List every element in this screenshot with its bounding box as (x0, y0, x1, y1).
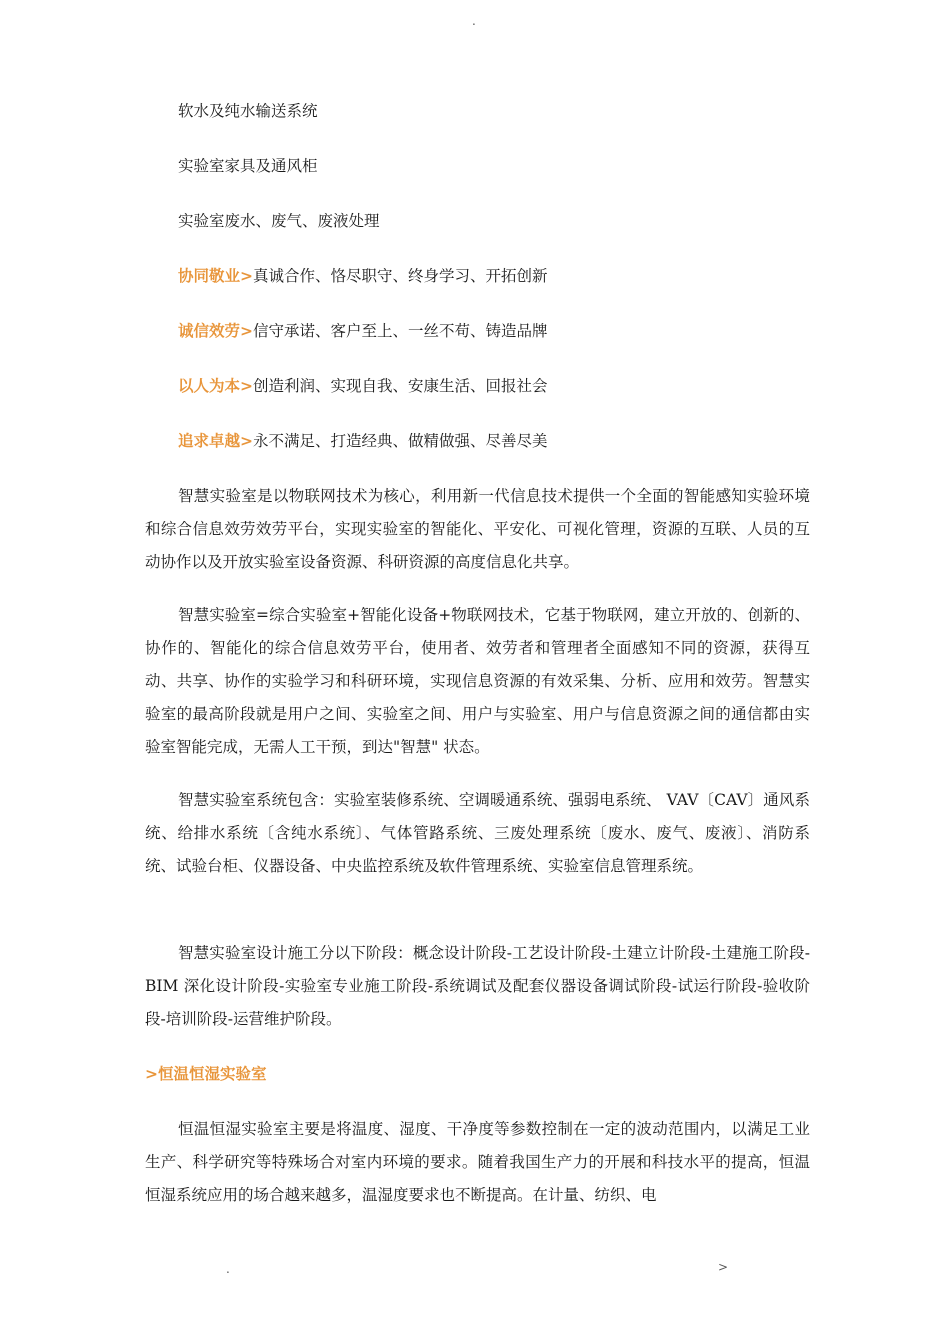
header-mark: . (472, 14, 476, 28)
section-heading: >恒温恒湿实验室 (145, 1065, 267, 1083)
paragraph-smart-lab-systems: 智慧实验室系统包含：实验室装修系统、空调暖通系统、强弱电系统、 VAV〔CAV〕通风系统、给排水系统〔含纯水系统〕、气体管路系统、三废处理系统〔废水、废气、废液〕、消防系统、试验台柜、仪器设备、中央监控系统及软件管理系统、实验室信息管理系统。 (145, 791, 810, 875)
value-text: 创造利润、实现自我、安康生活、回报社会 (253, 377, 548, 395)
list-item: 实验室废水、废气、废液处理 (178, 212, 380, 230)
list-item: 实验室家具及通风柜 (178, 157, 318, 175)
footer-mark-right: > (718, 1260, 729, 1274)
value-item (178, 266, 548, 286)
value-label: 以人为本> (178, 377, 253, 395)
value-label: 协同敬业> (178, 267, 253, 285)
value-label: 诚信效劳> (178, 322, 253, 340)
paragraph-constant-temp-lab: 恒温恒湿实验室主要是将温度、湿度、干净度等参数控制在一定的波动范围内，以满足工业生产、科学研究等特殊场合对室内环境的要求。随着我国生产力的开展和科技水平的提高，恒温恒湿系统应用的场合越来越多，温湿度要求也不断提高。在计量、纺织、电 (145, 1120, 810, 1204)
paragraph-smart-lab-definition: 智慧实验室=综合实验室+智能化设备+物联网技术，它基于物联网，建立开放的、创新的、协作的、智能化的综合信息效劳平台，使用者、效劳者和管理者全面感知不同的资源，获得互动、共享、协作的实验学习和科研环境，实现信息资源的有效采集、分析、应用和效劳。智慧实验室的最高阶段就是用户之间、实验室之间、用户与实验室、用户与信息资源之间的通信都由实验室智能完成，无需人工干预，到达"智慧" 状态。 (145, 606, 810, 756)
value-text: 真诚合作、恪尽职守、终身学习、开拓创新 (253, 267, 548, 285)
value-item (178, 321, 548, 341)
paragraph-smart-lab-stages: 智慧实验室设计施工分以下阶段：概念设计阶段-工艺设计阶段-土建立计阶段-土建施工阶段-BIM 深化设计阶段-实验室专业施工阶段-系统调试及配套仪器设备调试阶段-试运行阶段-验收阶段-培训阶段-运营维护阶段。 (145, 944, 810, 1028)
list-item: 软水及纯水输送系统 (178, 102, 318, 120)
value-label: 追求卓越> (178, 432, 253, 450)
value-item (178, 431, 548, 451)
value-text: 永不满足、打造经典、做精做强、尽善尽美 (253, 432, 548, 450)
footer-mark-left: . (226, 1262, 230, 1276)
value-text: 信守承诺、客户至上、一丝不苟、铸造品牌 (253, 322, 548, 340)
value-item (178, 376, 548, 396)
paragraph-smart-lab-intro: 智慧实验室是以物联网技术为核心，利用新一代信息技术提供一个全面的智能感知实验环境和综合信息效劳效劳平台，实现实验室的智能化、平安化、可视化管理，资源的互联、人员的互动协作以及开放实验室设备资源、科研资源的高度信息化共享。 (145, 487, 810, 571)
